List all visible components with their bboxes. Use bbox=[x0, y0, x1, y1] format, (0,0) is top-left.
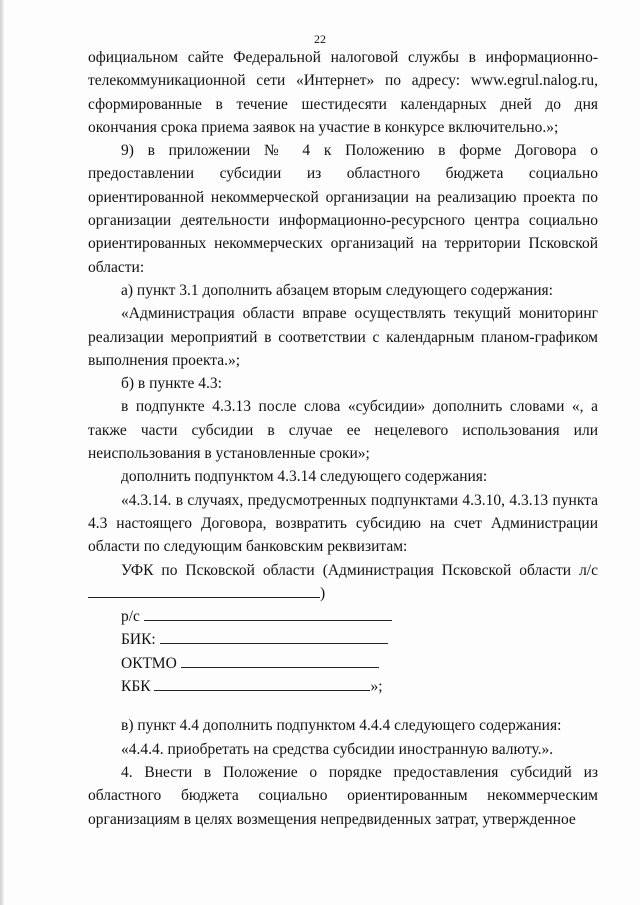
bank-recipient-close: ) bbox=[320, 584, 326, 602]
paragraph-10: в) пункт 4.4 дополнить подпунктом 4.4.4 следующего содержания: bbox=[121, 717, 562, 735]
bank-oktmo-label: ОКТМО bbox=[121, 654, 181, 672]
page-number: 22 bbox=[314, 32, 326, 46]
account-blank bbox=[88, 583, 320, 598]
paragraph-6: в подпункте 4.3.13 после слова «субсидии» дополнить словами «, а также части субсидии в случае ее нецелевого использования или неиспользования в установленные сроки»; bbox=[88, 398, 598, 463]
paragraph-1: официальном сайте Федеральной налоговой службы в информационно-телекоммуникационной сети «Интернет» по адресу: www.egrul.nalog.ru, сформированные в течение шестидесяти календарных дней до дня окончания срока приема заявок на участие в конкурсе включительно.»; bbox=[88, 49, 598, 136]
paragraph-8: «4.3.14. в случаях, предусмотренных подпунктами 4.3.10, 4.3.13 пункта 4.3 настоящего Договора, возвратить субсидию на счет Администрации области по следующим банковским реквизитам: bbox=[88, 491, 598, 556]
bank-kbk-label: КБК bbox=[121, 678, 155, 696]
paragraph-7: дополнить подпунктом 4.3.14 следующего содержания: bbox=[121, 468, 488, 486]
rs-blank bbox=[144, 606, 392, 621]
paragraph-4: «Администрация области вправе осуществлять текущий мониторинг реализации мероприятий в соответствии с календарным планом-графиком выполнения проекта.»; bbox=[88, 305, 598, 369]
bank-bik bbox=[88, 628, 598, 651]
paragraph-12: 4. Внести в Положение о порядке предоставления субсидий из областного бюджета социально ориентированным некоммерческим организациям в целях возмещения непредвиденных затрат, утвержденное bbox=[88, 763, 598, 828]
paragraph-11: «4.4.4. приобретать на средства субсидии иностранную валюту.». bbox=[121, 740, 554, 758]
bank-rs-label: р/с bbox=[121, 608, 144, 626]
kbk-blank bbox=[154, 676, 370, 691]
paragraph-2: 9) в приложении № 4 к Положению в форме Договора о предоставлении субсидии из областного бюджета социально ориентированной некоммерческой организации на реализацию проекта по организации деятельности информационно-ресурсного центра социально ориентированных некоммерческих организаций на территории Псковской области: bbox=[88, 142, 598, 276]
bik-blank bbox=[160, 629, 388, 644]
bank-recipient-text: УФК по Псковской области (Администрация Псковской области л/с bbox=[121, 561, 598, 579]
bank-kbk bbox=[88, 675, 598, 698]
body-text bbox=[88, 46, 598, 831]
paragraph-5: б) в пункте 4.3: bbox=[121, 375, 222, 393]
bank-kbk-close: »; bbox=[370, 678, 383, 696]
bank-rs bbox=[88, 605, 598, 628]
scan-edge bbox=[0, 0, 4, 905]
paragraph-3: а) пункт 3.1 дополнить абзацем вторым следующего содержания: bbox=[121, 281, 553, 299]
oktmo-blank bbox=[181, 653, 379, 668]
bank-recipient bbox=[88, 559, 598, 606]
bank-bik-label: БИК: bbox=[121, 631, 160, 649]
bank-oktmo bbox=[88, 652, 598, 675]
